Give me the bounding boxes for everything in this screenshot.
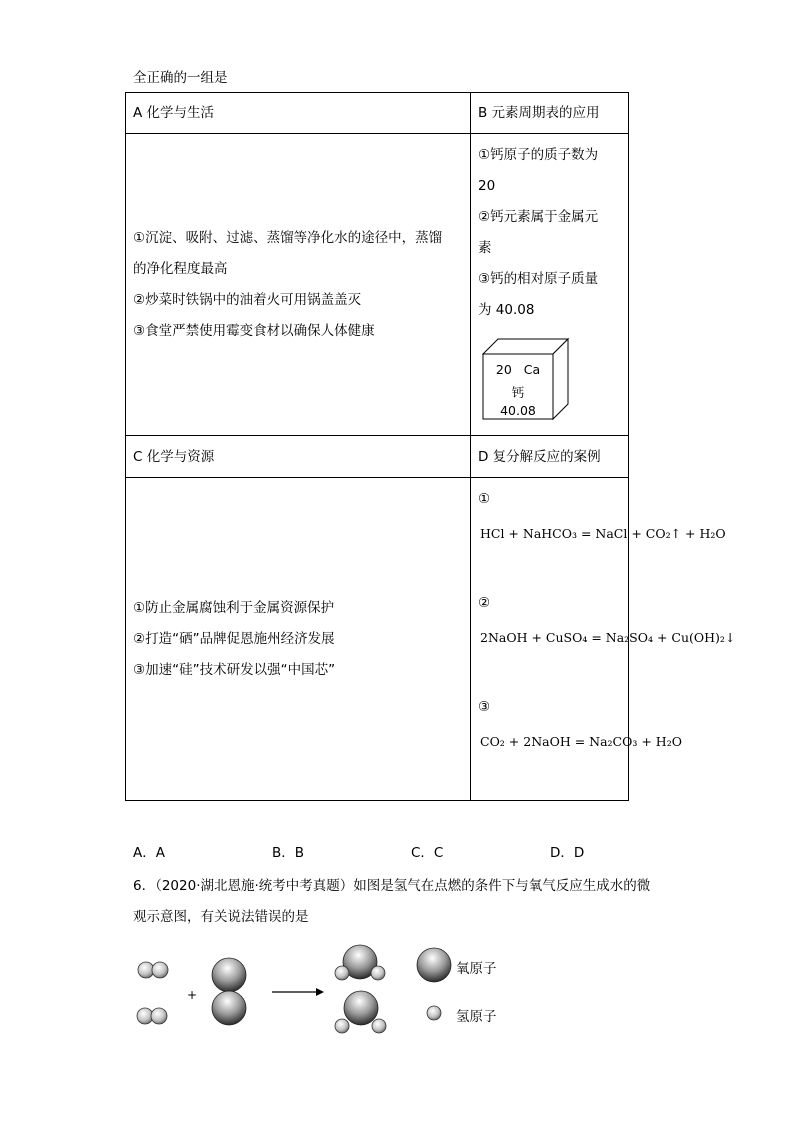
element-symbol: Ca bbox=[523, 362, 541, 377]
cell-b-line: ③钙的相对原子质量 bbox=[478, 271, 599, 287]
d-marker-3: ③ bbox=[478, 699, 491, 715]
cell-a-line: ③食堂严禁使用霉变食材以确保人体健康 bbox=[133, 323, 375, 339]
cell-a-line: ②炒菜时铁锅中的油着火可用锅盖盖灭 bbox=[133, 292, 362, 308]
d-formula-2: 2NaOH + CuSO₄ = Na₂SO₄ + Cu(OH)₂↓ bbox=[480, 630, 736, 645]
intro-text: 全正确的一组是 bbox=[133, 70, 228, 86]
cell-c-line: ①防止金属腐蚀利于金属资源保护 bbox=[133, 600, 335, 616]
water-molecule bbox=[335, 945, 385, 980]
answer-table bbox=[125, 92, 736, 801]
cell-c-line: ②打造“硒”品牌促恩施州经济发展 bbox=[133, 631, 335, 647]
hydrogen-atom-legend-icon bbox=[427, 1006, 441, 1020]
cell-a-body bbox=[133, 223, 442, 347]
element-number: 20 bbox=[495, 362, 512, 377]
element-name: 钙 bbox=[511, 385, 525, 400]
table-clip bbox=[125, 92, 751, 892]
header-c: C 化学与资源 bbox=[133, 449, 215, 465]
d-marker-2: ② bbox=[478, 595, 491, 611]
hydrogen-molecule bbox=[137, 1008, 167, 1024]
oxygen-molecule bbox=[212, 958, 246, 1025]
cell-b-line: 20 bbox=[478, 178, 496, 194]
cell-c-line: ③加速“硅”技术研发以强“中国芯” bbox=[133, 662, 336, 678]
cell-b-line: 为 40.08 bbox=[478, 302, 535, 318]
cell-b-line: ②钙元素属于金属元 bbox=[478, 209, 599, 225]
header-a: A 化学与生活 bbox=[133, 105, 215, 121]
cell-c-body bbox=[133, 593, 335, 686]
question-6-line2: 观示意图，有关说法错误的是 bbox=[133, 909, 309, 925]
legend-hydrogen-label: 氢原子 bbox=[456, 1009, 497, 1025]
arrow-icon bbox=[272, 988, 324, 996]
question-6 bbox=[133, 871, 650, 933]
d-formula-1: HCl + NaHCO₃ = NaCl + CO₂↑ + H₂O bbox=[480, 526, 726, 541]
question-6-line1: 6．（2020·湖北恩施·统考中考真题）如图是氢气在点燃的条件下与氧气反应生成水的微 bbox=[133, 878, 651, 894]
oxygen-atom-legend-icon bbox=[417, 948, 451, 982]
water-molecule bbox=[335, 991, 386, 1033]
header-b: B 元素周期表的应用 bbox=[478, 105, 600, 121]
option-b[interactable]: B．B bbox=[272, 845, 305, 861]
element-number-symbol bbox=[483, 362, 553, 377]
cell-b-body bbox=[478, 140, 598, 326]
cell-a-line: ①沉淀、吸附、过滤、蒸馏等净化水的途径中，蒸馏 bbox=[133, 230, 443, 246]
legend-oxygen-label: 氧原子 bbox=[456, 961, 497, 977]
option-d[interactable]: D．D bbox=[550, 845, 585, 861]
plus-sign: + bbox=[187, 988, 198, 1002]
element-mass: 40.08 bbox=[500, 403, 536, 418]
option-c[interactable]: C．C bbox=[411, 845, 444, 861]
d-formula-3: CO₂ + 2NaOH = Na₂CO₃ + H₂O bbox=[480, 734, 682, 749]
hydrogen-molecule bbox=[138, 962, 168, 978]
cell-b-line: ①钙原子的质子数为 bbox=[478, 147, 599, 163]
header-d: D 复分解反应的案例 bbox=[478, 449, 601, 465]
option-a[interactable]: A．A bbox=[133, 845, 165, 861]
cell-a-line: 的净化程度最高 bbox=[133, 261, 228, 277]
d-marker-1: ① bbox=[478, 491, 491, 507]
cell-b-line: 素 bbox=[478, 240, 492, 256]
